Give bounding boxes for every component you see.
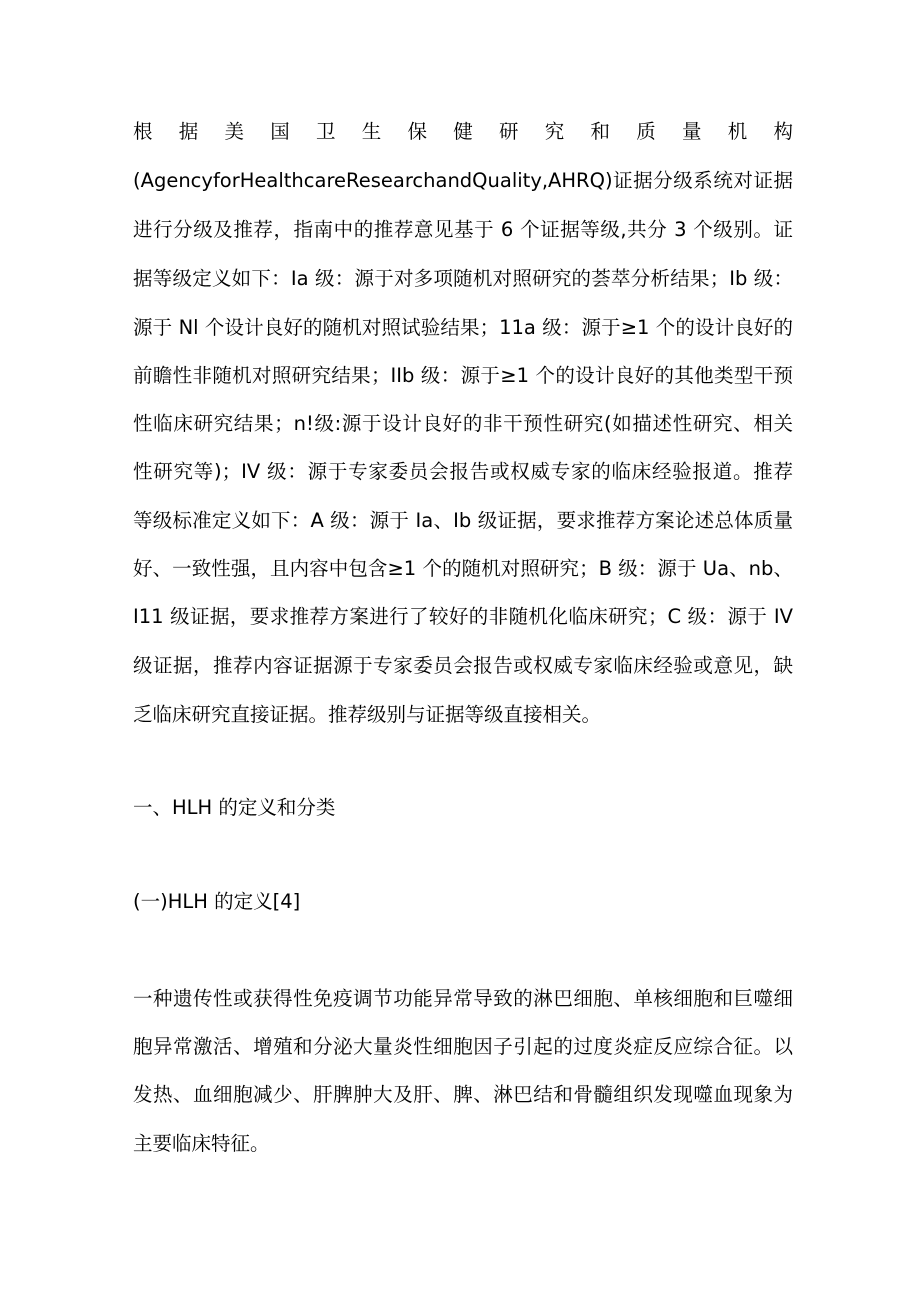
paragraph-1-line-9: 等级标准定义如下：A 级：源于 Ia、Ib 级证据，要求推荐方案论述总体质量 [133, 509, 793, 532]
paragraph-1-line-5: 源于 Nl 个设计良好的随机对照试验结果；11a 级：源于≥1 个的设计良好的 [133, 316, 793, 339]
paragraph-1-line-7: 性临床研究结果；n!级:源于设计良好的非干预性研究(如描述性研究、相关 [133, 412, 793, 435]
paragraph-1-line-8: 性研究等)；IV 级：源于专家委员会报告或权威专家的临床经验报道。推荐 [133, 460, 793, 483]
paragraph-1-line-1: 根据美国卫生保健研究和质量机构 [133, 120, 793, 143]
paragraph-1-line-12: 级证据，推荐内容证据源于专家委员会报告或权威专家临床经验或意见，缺 [133, 654, 793, 677]
paragraph-1-line-2: (AgencyforHealthcareResearchandQuality,AHRQ)证据分级系统对证据 [133, 169, 793, 192]
subsection-heading: (一)HLH 的定义[4] [133, 890, 301, 913]
paragraph-1-line-3: 进行分级及推荐，指南中的推荐意见基于 6 个证据等级,共分 3 个级别。证 [133, 218, 793, 241]
paragraph-1-line-13: 乏临床研究直接证据。推荐级别与证据等级直接相关。 [133, 703, 602, 726]
paragraph-1-line-4: 据等级定义如下：Ia 级：源于对多项随机对照研究的荟萃分析结果；Ib 级： [133, 267, 793, 290]
paragraph-1-line-10: 好、一致性强，且内容中包含≥1 个的随机对照研究；B 级：源于 Ua、nb、 [133, 557, 793, 580]
paragraph-2-line-4: 主要临床特征。 [133, 1132, 270, 1155]
paragraph-2-line-3: 发热、血细胞减少、肝脾肿大及肝、脾、淋巴结和骨髓组织发现噬血现象为 [133, 1083, 793, 1106]
paragraph-2-line-1: 一种遗传性或获得性免疫调节功能异常导致的淋巴细胞、单核细胞和巨噬细 [133, 987, 793, 1010]
paragraph-1-line-11: I11 级证据，要求推荐方案进行了较好的非随机化临床研究；C 级：源于 IV [133, 605, 793, 628]
paragraph-2-line-2: 胞异常激活、增殖和分泌大量炎性细胞因子引起的过度炎症反应综合征。以 [133, 1035, 793, 1058]
paragraph-1-line-6: 前瞻性非随机对照研究结果；IIb 级：源于≥1 个的设计良好的其他类型干预 [133, 364, 793, 387]
section-heading: 一、HLH 的定义和分类 [133, 796, 336, 819]
